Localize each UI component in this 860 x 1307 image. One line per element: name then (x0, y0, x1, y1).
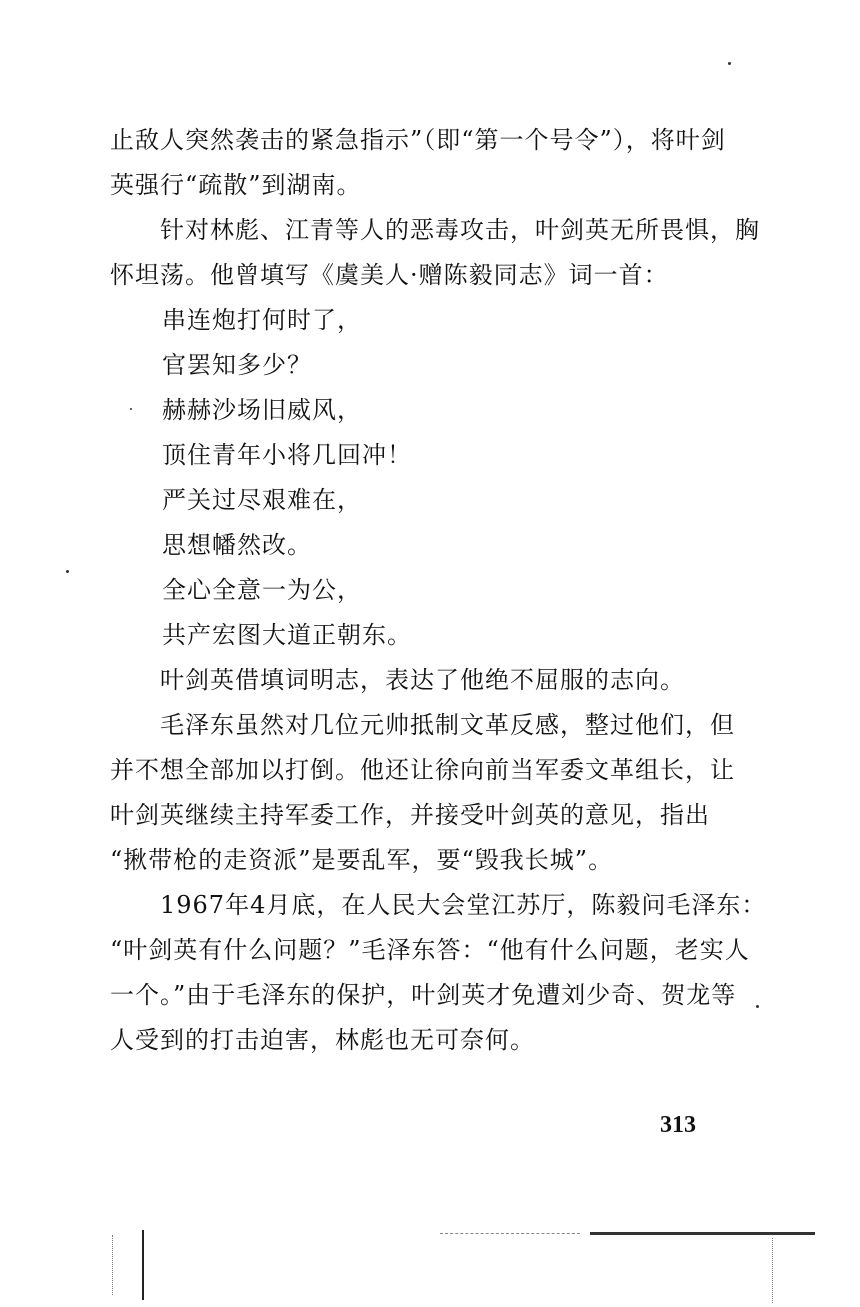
scan-artifact-dashed-line (440, 1233, 580, 1234)
scan-artifact-horizontal-line (590, 1232, 815, 1235)
poem-line: 顶住青年小将几回冲！ (162, 441, 412, 469)
poem-line: 共产宏图大道正朝东。 (162, 621, 412, 649)
scan-speck (728, 62, 731, 65)
text-line: 英强行“疏散”到湖南。 (110, 171, 362, 199)
scan-speck (756, 1005, 759, 1008)
text-line: 叶剑英继续主持军委工作，并接受叶剑英的意见，指出 (110, 801, 710, 829)
paragraph-start-line: 毛泽东虽然对几位元帅抵制文革反感，整过他们，但 (160, 711, 735, 739)
scan-speck (66, 570, 69, 573)
poem-line: 严关过尽艰难在， (162, 486, 362, 514)
paragraph-start-line: 叶剑英借填词明志，表达了他绝不屈服的志向。 (160, 666, 685, 694)
text-line: 止敌人突然袭击的紧急指示”（即“第一个号令”），将叶剑 (110, 126, 726, 154)
paragraph-start-line: 1967年4月底，在人民大会堂江苏厅，陈毅问毛泽东： (160, 891, 767, 919)
page-number: 313 (660, 1112, 696, 1138)
text-line: 并不想全部加以打倒。他还让徐向前当军委文革组长，让 (110, 756, 735, 784)
text-line: “揪带枪的走资派”是要乱军，要“毁我长城”。 (110, 846, 614, 874)
poem-line: 官罢知多少？ (162, 351, 312, 379)
scan-speck (130, 408, 132, 410)
scan-artifact-vertical-line (142, 1230, 144, 1300)
poem-line: 全心全意一为公， (162, 576, 362, 604)
poem-line: 赫赫沙场旧威风， (162, 396, 362, 424)
poem-line: 串连炮打何时了， (162, 306, 362, 334)
paragraph-start-line: 针对林彪、江青等人的恶毒攻击，叶剑英无所畏惧，胸 (160, 216, 760, 244)
text-line: 一个。”由于毛泽东的保护，叶剑英才免遭刘少奇、贺龙等 (110, 981, 737, 1009)
body-text (110, 118, 767, 1063)
scan-artifact-dotted-line (112, 1235, 114, 1295)
poem-line: 思想幡然改。 (162, 531, 312, 559)
text-line: “叶剑英有什么问题？”毛泽东答：“他有什么问题，老实人 (110, 936, 750, 964)
text-line: 怀坦荡。他曾填写《虞美人·赠陈毅同志》词一首： (110, 261, 669, 289)
scan-artifact-dotted-line (772, 1238, 774, 1303)
text-line: 人受到的打击迫害，林彪也无可奈何。 (110, 1026, 535, 1054)
